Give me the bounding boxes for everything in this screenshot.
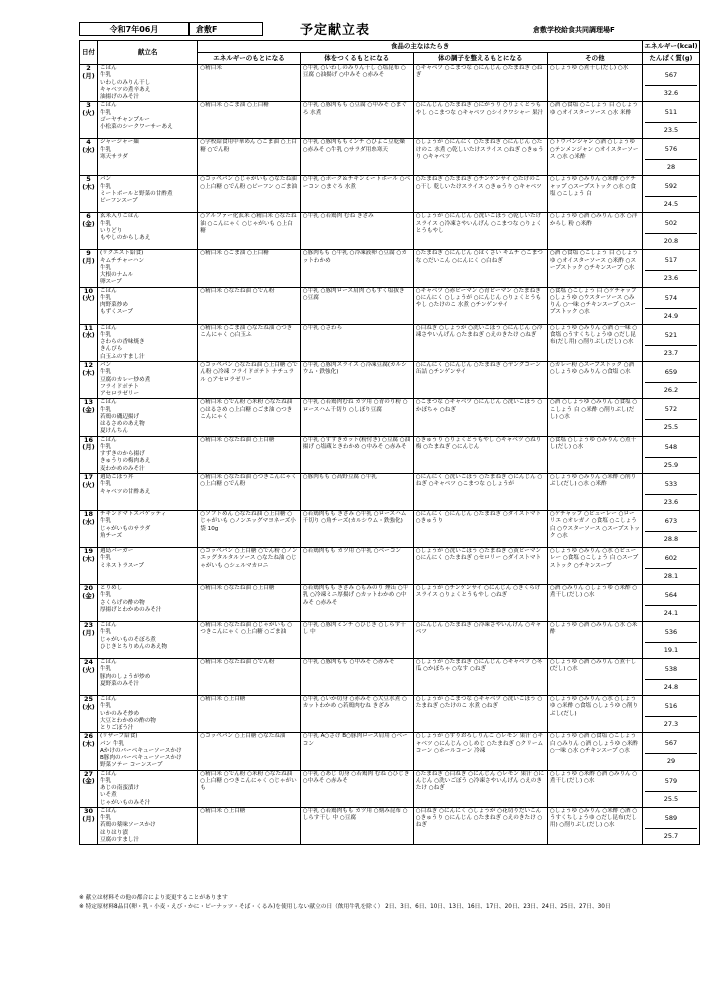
energy-food-cell: ○精白米 ○でん粉 ○米粉 ○なたね油 ○上白糖 ○つきこんにゃく ○じゃがいも: [198, 770, 300, 807]
protein-value: 23.6: [663, 274, 679, 283]
energy-value: 589: [645, 808, 697, 829]
weekday: (火): [82, 665, 95, 674]
condition-food-cell: ○しょうが ○すりおろしりんご ○レモン 果汁 ○キャベツ ○にんじん ○しめじ ○たまねぎ ○クリームコーン ○ホールコーン 冷凍: [413, 733, 547, 770]
body-food-cell: ○牛乳 ○ポーク＆チキンミートボール ○ベーコン ○まぐろ 水煮: [300, 176, 413, 213]
other-cell: ○しょうゆ ○みりん ○米酢 ○削りぶし(だし) ○水 ○米酢: [547, 473, 642, 510]
body-food-cell: ○牛乳 ○すずきカット(粉付き) ○豆腐 ○油揚げ ○塩蔵ときわかめ ○中みそ ○赤みそ: [300, 436, 413, 473]
date-cell: [80, 361, 98, 398]
condition-food-cell: ○にんにく ○にんじん ○たまねぎ ○ダイストマト ○きゅうり: [413, 510, 547, 547]
date-header: 日付: [80, 41, 98, 65]
menu-row: [80, 510, 700, 547]
menu-row: [80, 176, 700, 213]
protein-value: 20.8: [663, 237, 679, 246]
day-number: 26: [83, 732, 93, 741]
energy-food-cell: ○コッペパン ○じゃがいも ○なたね油 ○上白糖 ○でん粉 ○ビーフン ○ごま油: [198, 176, 300, 213]
energy-food-cell: ○精白米 ○なたね油 ○じゃがいも ○つきこんにゃく ○上白糖 ○ごま油: [198, 621, 300, 658]
date-cell: [80, 399, 98, 436]
day-number: 5: [86, 175, 91, 184]
body-food-cell: ○牛乳 ○いか切身 ○赤みそ ○大豆水煮 ○カットわかめ ○若鶏肉むね きざみ: [300, 695, 413, 732]
other-cell: ○カレー粉 ○スープストック ○酒 ○しょうゆ ○みりん ○食塩 ○水: [547, 361, 642, 398]
weekday: (木): [82, 368, 95, 377]
energy-food-cell: ○精白米 ○なたね油 ○上白糖: [198, 584, 300, 621]
day-number: 12: [83, 361, 93, 369]
protein-value: 28: [666, 163, 676, 172]
other-cell: ○しょうゆ ○酒 ○みりん ○水 ○米酢: [547, 621, 642, 658]
condition-food-cell: ○にんにく ○洗いごぼう ○たまねぎ ○にんじん ○ねぎ ○キャベツ ○こまつな ○しょうが: [413, 473, 547, 510]
weekday: (火): [82, 294, 95, 303]
body-food-cell: ○豚肉もも ○牛乳 ○冷凍液卵 ○豆腐 ○カットわかめ: [300, 250, 413, 287]
condition-food-cell: ○にんにく ○にんじん ○たまねぎ ○ヤングコーン缶詰 ○チンゲンサイ: [413, 361, 547, 398]
other-cell: ○しょうゆ ○みりん ○水 ○ピューレー ○食塩 ○こしょう 白 ○スープストック ○チキンスープ: [547, 547, 642, 584]
energy-value: 502: [645, 213, 697, 234]
energy-food-cell: ○コッペパン ○上白糖 ○なたね油: [198, 733, 300, 770]
condition-food-cell: ○にんじん ○たまねぎ ○冷凍さやいんげん ○キャベツ: [413, 621, 547, 658]
nutrition-cell: [642, 770, 699, 807]
menu-row: [80, 250, 700, 287]
energy-food-cell: ○精白米 ○なたね油 ○でん粉: [198, 658, 300, 695]
note-change: ※ 献立は材料その他の都合により変更することがあります: [79, 895, 228, 901]
school-name: 倉敷学校給食共同調理場F: [533, 26, 615, 34]
nutrition-cell: [642, 361, 699, 398]
body-food-cell: ○牛乳 ○若鶏肉 むね きざみ: [300, 213, 413, 250]
date-cell: [80, 324, 98, 361]
date-cell: [80, 658, 98, 695]
other-cell: ○しょうゆ ○みりん ○米酢 ○ケチャップ ○スープストック ○水 ○食塩 ○こしょう 白: [547, 176, 642, 213]
nutrition-cell: [642, 250, 699, 287]
energy-value: 602: [645, 548, 697, 569]
energy-food-cell: ○精白米 ○上白糖: [198, 695, 300, 732]
nutrition-cell: [642, 324, 699, 361]
other-cell: ○ケチャップ ○ピューレー ○ローリエ ○オレガノ ○食塩 ○こしょう 白 ○ウスターソース ○スープストック ○水: [547, 510, 642, 547]
day-number: 24: [83, 658, 93, 666]
condition-food-cell: ○しょうが ○にんじん ○洗いごぼう ○乾しいたけスライス ○冷凍さやいんげん ○こまつな ○りょくとうもやし: [413, 213, 547, 250]
day-number: 25: [83, 695, 93, 703]
other-cell: ○トウバンジャン ○酒 ○しょうゆ ○テンメンジャン ○オイスターソース ○水 ○米酢: [547, 139, 642, 176]
nutrition-cell: [642, 65, 699, 102]
day-number: 4: [86, 138, 91, 147]
weekday: (金): [82, 220, 95, 229]
dish-cell: 週島ごぼう丼 牛乳 キャベツの甘酢あえ: [97, 473, 197, 510]
day-number: 17: [83, 473, 93, 481]
body-food-cell: ○牛乳 ○さわら: [300, 324, 413, 361]
energy-unit-header: エネルギー(kcal): [642, 41, 699, 53]
menu-row: [80, 139, 700, 176]
dish-cell: ジャージャー麺 牛乳 寒天サラダ: [97, 139, 197, 176]
body-food-cell: ○牛乳 ○豚肉ミンチ ○ひじき ○しらす干し 中: [300, 621, 413, 658]
body-food-cell: ○牛乳 ○豚肉ももミンチ ○ひよこ豆乾燥 ○赤みそ ○牛乳 ○サラダ用糸寒天: [300, 139, 413, 176]
body-food-cell: ○豚肉もも ○高野豆腐 ○牛乳: [300, 473, 413, 510]
protein-unit-header: たんぱく質(g): [642, 53, 699, 65]
protein-value: 25.5: [663, 794, 679, 803]
dish-cell: 玄米入りごはん 牛乳 いりどり もやしのからしあえ: [97, 213, 197, 250]
dish-cell: ごはん 牛乳 さわらの香味焼き きんぴら 白玉ふのすまし汁: [97, 324, 197, 361]
weekday: (月): [82, 443, 95, 452]
dish-cell: パン 牛乳 ミートボールと野菜の甘酢煮 ビーフンスープ: [97, 176, 197, 213]
date-cell: [80, 213, 98, 250]
kitchen-label: 倉敷F: [189, 22, 263, 36]
condition-food-cell: ○しょうが ○こまつな ○キャベツ ○洗いごぼう ○たまねぎ ○たけのこ 水煮 ○ねぎ: [413, 695, 547, 732]
food-function-header: 食品の主なはたらき: [198, 41, 643, 53]
weekday: (月): [82, 628, 95, 637]
protein-value: 26.2: [663, 385, 679, 394]
body-food-cell: ○牛乳 ○豚肉もも ○中みそ ○赤みそ: [300, 658, 413, 695]
dish-cell: ごはん 牛乳 いわしのみりん干し キャベツの煮辛あえ 油揚げのみそ汁: [97, 65, 197, 102]
condition-food-cell: ○たまねぎ ○白ねぎ ○にんじん ○レモン 果汁 ○にんじん ○洗いごぼう ○冷凍さやいんげん ○えのきたけ ○ねぎ: [413, 770, 547, 807]
dish-cell: (リザーブ給食) パン 牛乳 Aかけのバーベキューソースかけ B豚肉のバーベキューソースかけ 野菜ソテー コーンスープ: [97, 733, 197, 770]
date-cell: [80, 473, 98, 510]
menu-row: [80, 287, 700, 324]
energy-food-header: エネルギーのもとになる: [198, 53, 300, 65]
day-number: 30: [83, 807, 93, 815]
date-cell: [80, 695, 98, 732]
energy-food-cell: ○精白米 ○なたね油 ○つきこんにゃく ○上白糖 ○でん粉: [198, 473, 300, 510]
day-number: 19: [83, 547, 93, 555]
protein-value: 28.1: [663, 571, 679, 580]
nutrition-cell: [642, 473, 699, 510]
other-cell: ○しょうゆ ○みりん ○米酢 ○酒 ○うすくちしょうゆ ○だし昆布(だし用) ○削りぶし(だし) ○水: [547, 807, 642, 844]
energy-food-cell: ○精白米 ○でん粉 ○米粉 ○なたね油 ○はるさめ ○上白糖 ○ごま油 ○つきこんにゃく: [198, 399, 300, 436]
other-cell: ○しょうゆ ○みりん ○水 ○しょうゆ ○米酢 ○食塩 ○しょうゆ ○削りぶし(だし): [547, 695, 642, 732]
energy-value: 548: [645, 437, 697, 458]
month-label: 令和7年06月: [79, 22, 189, 36]
energy-value: 538: [645, 659, 697, 680]
energy-food-cell: ○精白米 ○ごま油 ○上白糖: [198, 250, 300, 287]
date-cell: [80, 436, 98, 473]
energy-food-cell: ○精白米 ○なたね油 ○でん粉: [198, 287, 300, 324]
weekday: (月): [82, 257, 95, 266]
body-food-header: 体をつくるもとになる: [300, 53, 413, 65]
other-cell: ○しょうゆ ○酒 ○食塩 ○こしょう 白 ○みりん ○酒 ○しょうゆ ○米酢 ○一味 ○水 ○チキンスープ ○水: [547, 733, 642, 770]
other-cell: ○食塩 ○しょうゆ ○みりん ○煮干し(だし) ○水: [547, 436, 642, 473]
nutrition-cell: [642, 621, 699, 658]
weekday: (水): [82, 331, 95, 340]
protein-value: 32.6: [663, 89, 679, 97]
dish-cell: ごはん 牛乳 ゴーヤチャンプルー 小松菜のシークワーサーあえ: [97, 102, 197, 139]
day-number: 13: [83, 398, 93, 407]
day-number: 2: [86, 64, 91, 72]
other-cell: ○しょうゆ ○酒 ○みりん ○水 ○洋からし 粉 ○米酢: [547, 213, 642, 250]
condition-food-cell: ○白ねぎ ○しょうが ○洗いごぼう ○にんじん ○冷凍さやいんげん ○たまねぎ ○えのきたけ ○ねぎ: [413, 324, 547, 361]
nutrition-cell: [642, 436, 699, 473]
day-number: 23: [83, 621, 93, 629]
condition-food-header: 体の調子を整えるもとになる: [413, 53, 547, 65]
other-cell: ○酒 ○みりん ○しょうゆ ○米酢 ○煮干し(だし) ○水: [547, 584, 642, 621]
menu-row: [80, 547, 700, 584]
other-cell: ○しょうゆ ○米酢 ○酒 ○みりん ○煮干し(だし) ○水: [547, 770, 642, 807]
protein-value: 23.5: [663, 126, 679, 135]
energy-food-cell: ○アルファー化玄米 ○精白米 ○なたね油 ○こんにゃく ○じゃがいも ○上白糖: [198, 213, 300, 250]
nutrition-cell: [642, 547, 699, 584]
weekday: (金): [82, 591, 95, 600]
energy-food-cell: ○ソフトめん ○なたね油 ○上白糖 ○じゃがいも ○ノンエッグマヨネーズ小袋 10g: [198, 510, 300, 547]
condition-food-cell: ○きゅうり ○りょくとうもやし ○キャベツ ○ねり梅 ○たまねぎ ○にんじん: [413, 436, 547, 473]
body-food-cell: ○若鶏肉もも きざみ ○牛乳 ○ロースハム千切り ○角チーズ(カルシウム・鉄強化): [300, 510, 413, 547]
other-cell: ○しょうゆ ○煮干し(だし) ○水: [547, 65, 642, 102]
dish-cell: ごはん 牛乳 じゃがいものそぼろ煮 ひじきとちりめんのあえ物: [97, 621, 197, 658]
protein-value: 29: [666, 757, 676, 766]
date-cell: [80, 139, 98, 176]
protein-value: 23.7: [663, 348, 679, 357]
energy-value: 517: [645, 250, 697, 271]
other-cell: ○酒 ○食塩 ○こしょう 白 ○しょうゆ ○オイスターソース ○米酢 ○スープストック ○チキンスープ ○水: [547, 250, 642, 287]
body-food-cell: ○牛乳 A○さけ B○豚肉ロース肩用 ○ベーコン: [300, 733, 413, 770]
dish-cell: ごはん 牛乳 若鶏の薬味ソースかけ はりはり漬 豆腐のすまし汁: [97, 807, 197, 844]
note-allergen: ※ 特定原材料8品目(卵・乳・小麦・えび・かに・ピーナッツ・そば・くるみ)を使用しない献立の日（飲用牛乳を除く） 2日、3日、6日、10日、13日、16日、17日、20日、23日、24日、25日、27日、30日: [79, 903, 611, 910]
menu-row: [80, 213, 700, 250]
dish-cell: (リクエスト給食) キムチチャーハン 牛乳 大根のナムル 卵スープ: [97, 250, 197, 287]
other-cell: ○しょうゆ ○酒 ○みりん ○煮干し(だし) ○水: [547, 658, 642, 695]
condition-food-cell: ○キャベツ ○こまつな ○にんじん ○たまねぎ ○ねぎ: [413, 65, 547, 102]
nutrition-cell: [642, 807, 699, 844]
dish-header: 献立名: [97, 41, 197, 65]
body-food-cell: ○牛乳 ○豚肉ロース肩肉 ○もずく塩抜き ○豆腐: [300, 287, 413, 324]
date-cell: [80, 547, 98, 584]
dish-cell: パン 牛乳 豆腐のカレー炒め煮 フライドポテト アセロラゼリー: [97, 361, 197, 398]
menu-row: [80, 733, 700, 770]
nutrition-cell: [642, 176, 699, 213]
date-cell: [80, 250, 98, 287]
energy-value: 533: [645, 474, 697, 495]
weekday: (火): [82, 109, 95, 118]
date-cell: [80, 102, 98, 139]
protein-value: 25.7: [663, 831, 679, 840]
condition-food-cell: ○たまねぎ ○たまねぎ ○チンゲンサイ ○たけのこ ○干し 乾しいたけスライス ○きゅうり ○キャベツ: [413, 176, 547, 213]
protein-value: 27.3: [663, 719, 679, 728]
body-food-cell: ○若鶏肉もも カツ用 ○牛乳 ○ベーコン: [300, 547, 413, 584]
day-number: 6: [86, 212, 91, 221]
dish-cell: ごはん 牛乳 すずきのから揚げ きゅうりの梅肉あえ 麦わかめのみそ汁: [97, 436, 197, 473]
menu-row: [80, 658, 700, 695]
energy-value: 574: [645, 288, 697, 309]
energy-food-cell: ○精白米 ○上白糖: [198, 807, 300, 844]
weekday: (木): [82, 554, 95, 563]
menu-row: [80, 621, 700, 658]
protein-value: 24.1: [663, 608, 679, 617]
protein-value: 24.8: [663, 682, 679, 691]
weekday: (金): [82, 777, 95, 786]
body-food-cell: ○牛乳 ○豚肉スライス ○冷凍豆腐(カルシウム・鉄強化): [300, 361, 413, 398]
energy-value: 564: [645, 585, 697, 606]
protein-value: 25.5: [663, 423, 679, 432]
date-cell: [80, 510, 98, 547]
weekday: (月): [82, 814, 95, 823]
page-title: 予定献立表: [300, 23, 371, 38]
date-cell: [80, 287, 98, 324]
nutrition-cell: [642, 399, 699, 436]
energy-value: 659: [645, 362, 697, 383]
protein-value: 23.6: [663, 497, 679, 506]
protein-value: 19.1: [663, 645, 679, 654]
energy-food-cell: ○精白米 ○なたね油 ○上白糖: [198, 436, 300, 473]
energy-value: 521: [645, 325, 697, 346]
day-number: 27: [83, 770, 93, 778]
day-number: 16: [83, 436, 93, 444]
dish-cell: チキンドマトスパゲッティ 牛乳 じゃがいものサラダ 角チーズ: [97, 510, 197, 547]
energy-value: 592: [645, 176, 697, 197]
weekday: (水): [82, 517, 95, 526]
dish-cell: ごはん 牛乳 あじの南蛮漬け いそ煮 じゃがいものみそ汁: [97, 770, 197, 807]
menu-row: [80, 473, 700, 510]
date-cell: [80, 65, 98, 102]
energy-value: 511: [645, 102, 697, 123]
menu-body: [80, 65, 700, 845]
day-number: 11: [83, 324, 93, 332]
weekday: (水): [82, 146, 95, 155]
protein-value: 24.5: [663, 200, 679, 209]
day-number: 10: [83, 287, 93, 295]
body-food-cell: ○牛乳 ○あじ 切身 ○若鶏肉 むね ○ひじき ○中みそ ○赤みそ: [300, 770, 413, 807]
energy-value: 536: [645, 622, 697, 643]
nutrition-cell: [642, 102, 699, 139]
menu-table: [79, 40, 700, 845]
dish-cell: ごはん 牛乳 若鶏の磯辺揚げ はるさめのあえ物 夏けんちん: [97, 399, 197, 436]
nutrition-cell: [642, 139, 699, 176]
date-cell: [80, 176, 98, 213]
energy-food-cell: ○コッペパン ○なたね油 ○上白糖 ○でん粉 ○冷凍 フライドポテト ナチュラル ○アセロラゼリー: [198, 361, 300, 398]
condition-food-cell: ○しょうが ○たまねぎ ○にんじん ○キャベツ ○冬瓜 ○かぼちゃ ○なす ○ねぎ: [413, 658, 547, 695]
date-cell: [80, 770, 98, 807]
weekday: (木): [82, 183, 95, 192]
weekday: (火): [82, 480, 95, 489]
nutrition-cell: [642, 584, 699, 621]
notes: [79, 894, 704, 911]
menu-row: [80, 695, 700, 732]
energy-food-cell: ○精白米 ○ごま油 ○なたね油 ○つきこんにゃく ○白玉ふ: [198, 324, 300, 361]
menu-row: [80, 324, 700, 361]
menu-row: [80, 102, 700, 139]
day-number: 20: [83, 584, 93, 592]
date-cell: [80, 807, 98, 844]
energy-value: 673: [645, 511, 697, 532]
condition-food-cell: ○キャベツ ○赤ピーマン ○青ピーマン ○たまねぎ ○にんにく ○しょうが ○にんじん ○りょくとうもやし ○たけのこ 水煮 ○チンゲンサイ: [413, 287, 547, 324]
condition-food-cell: ○こまつな ○キャベツ ○にんじん ○洗いごぼう ○かぼちゃ ○ねぎ: [413, 399, 547, 436]
dish-cell: ごはん 牛乳 豚肉のしょうが炒め 夏野菜のみそ汁: [97, 658, 197, 695]
nutrition-cell: [642, 213, 699, 250]
weekday: (月): [82, 71, 95, 80]
weekday: (木): [82, 740, 95, 749]
protein-value: 25.9: [663, 460, 679, 469]
day-number: 18: [83, 510, 93, 518]
dish-cell: とりめし 牛乳 さくらげの酢の物 厚揚げとわかめのみそ汁: [97, 584, 197, 621]
menu-row: [80, 436, 700, 473]
energy-value: 516: [645, 696, 697, 717]
date-cell: [80, 733, 98, 770]
menu-row: [80, 584, 700, 621]
other-cell: ○酒 ○しょうゆ ○みりん ○食塩 ○こしょう 白 ○米酢 ○削りぶし(だし) ○水: [547, 399, 642, 436]
dish-cell: ごはん 牛乳 肉野菜炒め もずくスープ: [97, 287, 197, 324]
energy-food-cell: ○精白米 ○ごま油 ○上白糖: [198, 102, 300, 139]
energy-food-cell: ○学校給食用中華めん ○ごま油 ○上白糖 ○でん粉: [198, 139, 300, 176]
other-cell: ○食塩 ○こしょう 白 ○ケチャップ ○しょうゆ ○ウスターソース ○みりん ○一味 ○チキンスープ ○スープストック ○水: [547, 287, 642, 324]
other-cell: ○しょうゆ ○みりん ○酒 ○一味 ○食塩 ○うすくちしょうゆ ○だし昆布(だし用) ○削りぶし(だし) ○水: [547, 324, 642, 361]
condition-food-cell: ○しょうが ○チンゲンサイ ○にんじん ○きくらげスライス ○りょくとうもやし ○ねぎ: [413, 584, 547, 621]
nutrition-cell: [642, 658, 699, 695]
condition-food-cell: ○にんじん ○たまねぎ ○にがうり ○りょくとうもやし ○こまつな ○キャベツ ○シイクワシャー 果汁: [413, 102, 547, 139]
condition-food-cell: ○たまねぎ ○にんじん ○はくさい キムチ ○こまつな ○だいこん ○にんにく ○白ねぎ: [413, 250, 547, 287]
nutrition-cell: [642, 287, 699, 324]
body-food-cell: ○牛乳 ○豚肉もも ○豆腐 ○中みそ ○まぐろ 水煮: [300, 102, 413, 139]
menu-row: [80, 399, 700, 436]
weekday: (金): [82, 406, 95, 415]
protein-value: 28.8: [663, 534, 679, 543]
energy-food-cell: ○コッペパン ○上白糖 ○でん粉 ○ノンエッグタルタルソース ○なたね油 ○じゃがいも ○シェルマカロニ: [198, 547, 300, 584]
menu-row: [80, 65, 700, 102]
nutrition-cell: [642, 733, 699, 770]
body-food-cell: ○若鶏肉もも きざみ ○もみのり 煙缶 ○牛乳 ○冷凍ミニ厚揚げ ○カットわかめ ○中みそ ○赤みそ: [300, 584, 413, 621]
menu-row: [80, 361, 700, 398]
date-cell: [80, 621, 98, 658]
menu-row: [80, 807, 700, 844]
body-food-cell: ○牛乳 ○いわしのみりん干し ○塩昆布 ○豆腐 ○油揚げ ○中みそ ○赤みそ: [300, 65, 413, 102]
day-number: 9: [86, 249, 91, 258]
nutrition-cell: [642, 510, 699, 547]
body-food-cell: ○牛乳 ○若鶏肉むね カツ用 ○青のり粉 ○ロースハム千切り ○しぼり豆腐: [300, 399, 413, 436]
energy-value: 576: [645, 139, 697, 160]
condition-food-cell: ○しょうが ○にんにく ○たまねぎ ○にんじん ○たけのこ 水煮 ○乾しいたけスライス ○ねぎ ○きゅうり ○キャベツ: [413, 139, 547, 176]
energy-value: 579: [645, 771, 697, 792]
day-number: 3: [86, 101, 91, 110]
protein-value: 24.9: [663, 311, 679, 320]
energy-value: 567: [645, 65, 697, 86]
dish-cell: ごはん 牛乳 いかのみそ炒め 大豆とわかめの酢の物 とりごぼう汁: [97, 695, 197, 732]
menu-row: [80, 770, 700, 807]
date-cell: [80, 584, 98, 621]
condition-food-cell: ○白ねぎ ○にんにく ○しょうが ○花切りだいこん ○きゅうり ○にんじん ○たまねぎ ○えのきたけ ○ねぎ: [413, 807, 547, 844]
condition-food-cell: ○しょうが ○洗いごぼう ○たまねぎ ○黄ピーマン ○にんにく ○たまねぎ ○セロリー ○ダイストマト: [413, 547, 547, 584]
other-header: その他: [547, 53, 642, 65]
other-cell: ○酒 ○食塩 ○こしょう 白 ○しょうゆ ○オイスターソース ○水 米酢: [547, 102, 642, 139]
weekday: (水): [82, 702, 95, 711]
dish-cell: 週島バーガー 牛乳 ミネストラスープ: [97, 547, 197, 584]
nutrition-cell: [642, 695, 699, 732]
energy-value: 567: [645, 733, 697, 754]
energy-value: 572: [645, 399, 697, 420]
body-food-cell: ○牛乳 ○若鶏肉もも カツ用 ○刻み昆布 ○しらす干し 中 ○豆腐: [300, 807, 413, 844]
energy-food-cell: ○精白米: [198, 65, 300, 102]
